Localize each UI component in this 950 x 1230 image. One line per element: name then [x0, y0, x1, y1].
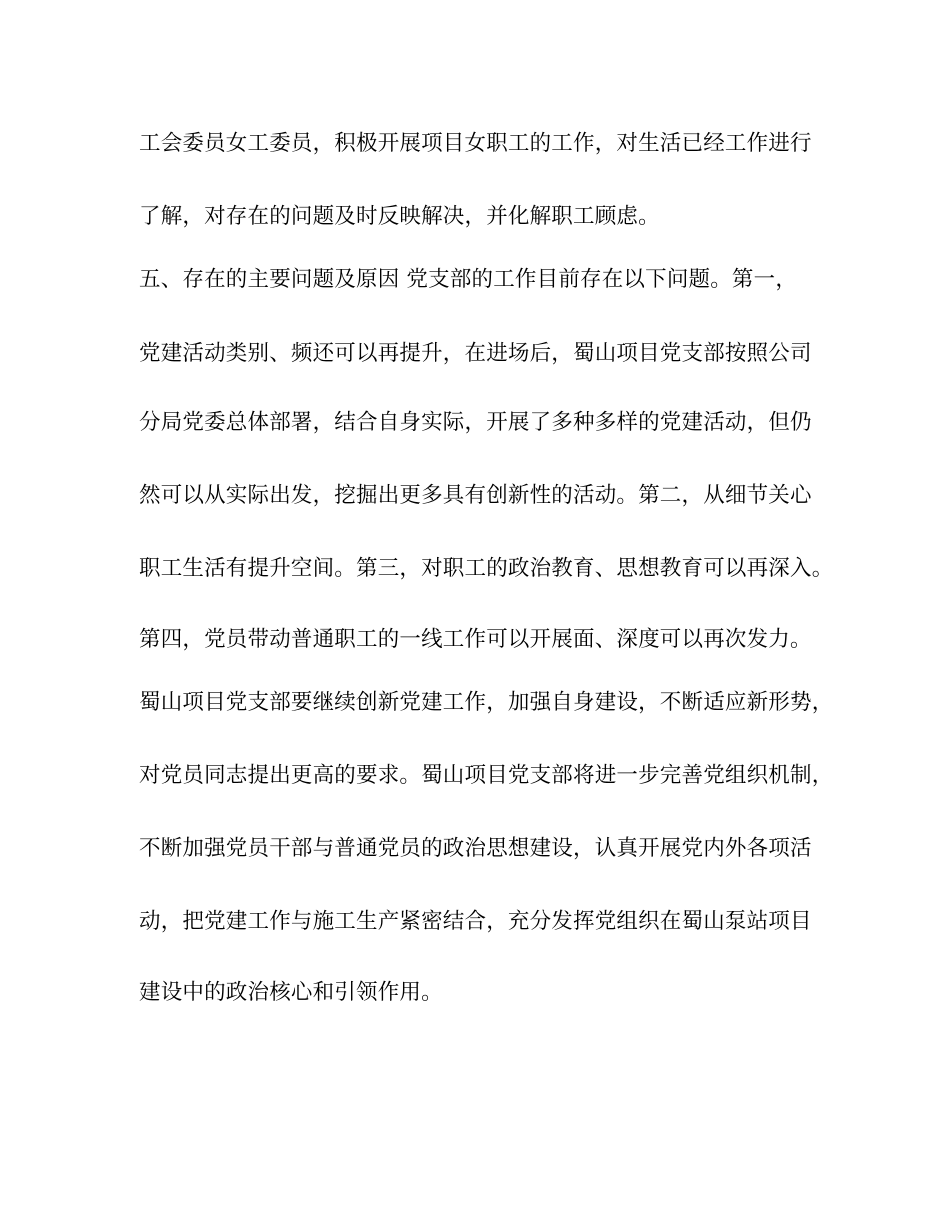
text-line-11: 不断加强党员干部与普通党员的政治思想建设，认真开展党内外各项活 [139, 836, 812, 861]
text-line-8: 第四，党员带动普通职工的一线工作可以开展面、深度可以再次发力。 [139, 627, 812, 652]
text-line-6: 然可以从实际出发，挖掘出更多具有创新性的活动。第二，从细节关心 [139, 483, 812, 508]
text-line-2: 了解，对存在的问题及时反映解决，并化解职工顾虑。 [139, 204, 660, 229]
text-line-1: 工会委员女工委员，积极开展项目女职工的工作，对生活已经工作进行 [139, 131, 812, 156]
text-line-12: 动，把党建工作与施工生产紧密结合，充分发挥党组织在蜀山泵站项目 [139, 909, 812, 934]
section-heading-line: 五、存在的主要问题及原因 党支部的工作目前存在以下问题。第一， [139, 267, 798, 292]
text-line-4: 党建活动类别、频还可以再提升，在进场后，蜀山项目党支部按照公司 [139, 341, 812, 366]
text-line-5: 分局党委总体部署，结合自身实际，开展了多种多样的党建活动，但仍 [139, 410, 812, 435]
text-line-9: 蜀山项目党支部要继续创新党建工作，加强自身建设，不断适应新形势， [139, 690, 834, 715]
text-line-7: 职工生活有提升空间。第三，对职工的政治教育、思想教育可以再深入。 [139, 556, 834, 581]
text-line-10: 对党员同志提出更高的要求。蜀山项目党支部将进一步完善党组织机制， [139, 763, 834, 788]
text-line-13: 建设中的政治核心和引领作用。 [139, 980, 443, 1005]
